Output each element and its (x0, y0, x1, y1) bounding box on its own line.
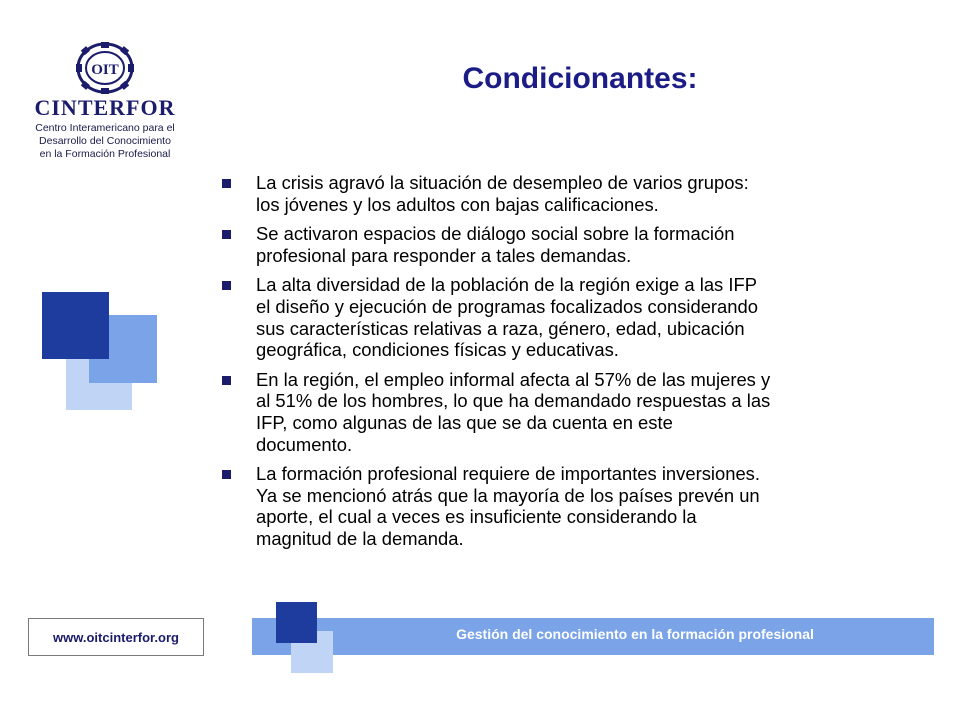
footer-caption: Gestión del conocimiento en la formación profesional (456, 626, 814, 642)
bullet-line: La formación profesional requiere de importantes inversiones. (256, 463, 760, 485)
bullet-square-icon (222, 470, 231, 479)
decor-square-dark (42, 292, 109, 359)
organization-subtitle (10, 122, 200, 161)
bullet-square-icon (222, 376, 231, 385)
slide-title: Condicionantes: (462, 62, 698, 95)
bullet-list (218, 172, 930, 558)
oit-emblem-icon (73, 40, 137, 96)
footer-square-dark (276, 602, 317, 643)
website-url[interactable]: www.oitcinterfor.org (28, 618, 204, 656)
bullet-line: aporte, el cual a veces es insuficiente considerando la (256, 506, 697, 528)
oit-badge-text: OIT (91, 62, 119, 78)
subtitle-line: en la Formación Profesional (39, 148, 171, 160)
bullet-line: En la región, el empleo informal afecta al 57% de las mujeres y (256, 368, 771, 390)
bullet-line: magnitud de la demanda. (256, 527, 464, 549)
list-item (218, 274, 930, 360)
brand-name: CINTERFOR (34, 95, 176, 120)
cinterfor-logo (10, 40, 200, 161)
bullet-line: los jóvenes y los adultos con bajas calificaciones. (256, 193, 659, 215)
bullet-square-icon (222, 230, 231, 239)
list-item (218, 369, 930, 455)
bullet-line: profesional para responder a tales demandas. (256, 244, 632, 266)
bullet-line: sus características relativas a raza, género, edad, ubicación (256, 317, 745, 339)
bullet-line: geográfica, condiciones físicas y educativas. (256, 339, 619, 361)
bullet-line: el diseño y ejecución de programas focalizados considerando (256, 295, 758, 317)
list-item (218, 172, 930, 215)
bullet-line: Se activaron espacios de diálogo social sobre la formación (256, 223, 735, 245)
bullet-line: documento. (256, 433, 353, 455)
subtitle-line: Centro Interamericano para el (35, 122, 175, 134)
bullet-line: al 51% de los hombres, lo que ha demandado respuestas a las (256, 390, 771, 412)
list-item (218, 463, 930, 549)
bullet-line: Ya se mencionó atrás que la mayoría de los países prevén un (256, 484, 760, 506)
bullet-line: IFP, como algunas de las que se da cuenta en este (256, 411, 673, 433)
bullet-line: La crisis agravó la situación de desempleo de varios grupos: (256, 172, 749, 193)
bullet-square-icon (222, 179, 231, 188)
list-item (218, 223, 930, 266)
bullet-square-icon (222, 281, 231, 290)
subtitle-line: Desarrollo del Conocimiento (39, 135, 171, 147)
bullet-line: La alta diversidad de la población de la región exige a las IFP (256, 274, 757, 296)
